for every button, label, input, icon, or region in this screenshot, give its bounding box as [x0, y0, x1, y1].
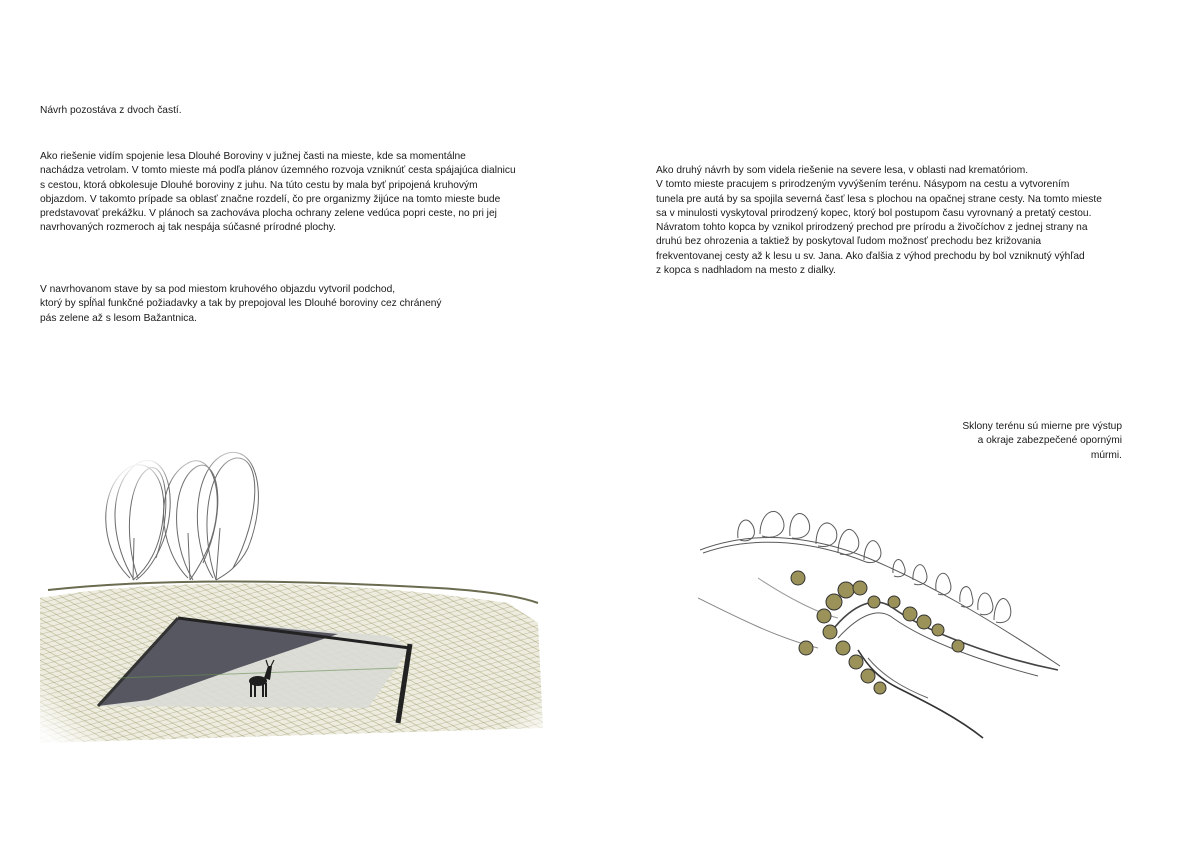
sketch-caption: Sklony terénu sú mierne pre výstup a okraje zabezpečené opornými múrmi. — [962, 421, 1122, 461]
retaining-wall-stones — [791, 571, 964, 694]
paragraph-underpass-proposal: V navrhovanom stave by sa pod miestom kruhového objazdu vytvoril podchod, ktorý by spĺňal funkčné požiadavky a tak by prepojoval les Dlouhé boroviny cez chránený pás zelene až s lesom Bažantnica. — [40, 284, 442, 324]
hill-crossing-sketch — [698, 498, 1070, 743]
paragraph-underpass-context: Ako riešenie vidím spojenie lesa Dlouhé Boroviny v južnej časti na mieste, kde sa momentálne nachádza vetrolam. V tomto mieste má podľa plánov územného rozvoja vzniknúť cesta spájajúca dialnicu s cestou, ktorá obkolesuje Dlouhé boroviny z juhu. Na túto cestu by mala byť pripojená kruhovým objazdom. V takomto prípade sa oblasť značne rozdelí, čo pre organizmy žijúce na tomto mieste bude predstavovať prekážku. V plánoch sa zachováva plocha ochrany zelene vedúca popri ceste, no pri jej navrhovaných rozmeroch aj tak nespája súčasné prírodné plochy. — [40, 151, 516, 234]
intro-text: Návrh pozostáva z dvoch častí. — [40, 105, 182, 116]
paragraph-north-proposal: Ako druhý návrh by som videla riešenie na severe lesa, v oblasti nad krematóriom. V tomto mieste pracujem s prirodzeným vyvýšením terénu. Násypom na cestu a vytvorením tunela pre autá by sa spojila severná časť lesa s plochou na opačnej strane cesty. Na tomto mieste sa v minulosti vyskytoval prirodzený kopec, ktorý bol postupom času vyrovnaný a pretatý cestou. Návratom tohto kopca by vznikol prirodzený prechod pre prírodu a živočíchov z jednej strany na druhú bez ohrozenia a taktiež by poskytoval ľudom možnosť prechodu bez križovania frekventovanej cesty až k lesu u sv. Jana. Ako ďalšia z výhod prechodu by bol vzniknutý výhľad z kopca s nadhladom na mesto z dialky. — [656, 165, 1102, 277]
underpass-sketch — [38, 438, 558, 750]
